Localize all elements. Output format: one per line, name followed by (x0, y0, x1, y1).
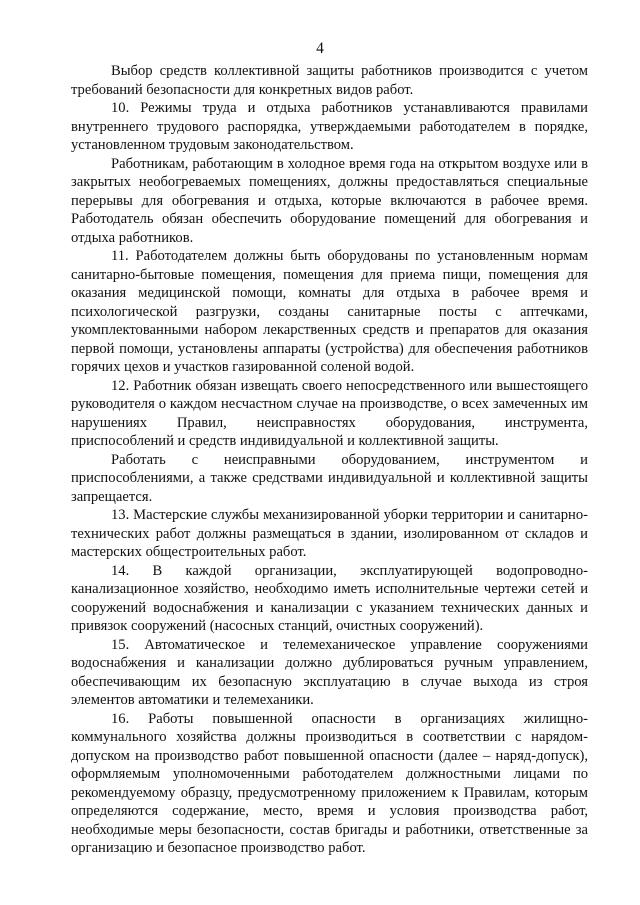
paragraph-13-workshops: 13. Мастерские службы механизированной уборки территории и санитарно-технических работ должны размещаться в здании, изолированном от складов и мастерских общестроительных работ. (71, 507, 588, 560)
paragraph-11-sanitary-facilities: 11. Работодателем должны быть оборудованы по установленным нормам санитарно-бытовые помещения, помещения для приема пищи, помещения для оказания медицинской помощи, комнаты для отдыха в рабочее время и психологической разгрузки, созданы санитарные посты с аптечками, укомплектованными набором лекарственных средств и препаратов для оказания первой помощи, установлены аппараты (устройства) для обеспечения работников горячих цехов и участков газированной соленой водой. (71, 248, 588, 375)
paragraph-16-work-permit: 16. Работы повышенной опасности в организациях жилищно-коммунального хозяйства должны производиться в соответствии с нарядом-допуском на производство работ повышенной опасности (далее – наряд-допуск), оформляемым уполномоченными работодателем должностными лицами по рекомендуемому образцу, предусмотренному приложением к Правилам, которым определяются содержание, место, время и условия производства работ, необходимые меры безопасности, состав бригады и работники, ответственные за организацию и безопасное производство работ. (71, 710, 588, 856)
page-number: 4 (316, 40, 324, 57)
paragraph-10-work-rest-regime: 10. Режимы труда и отдыха работников устанавливаются правилами внутреннего трудового распорядка, утверждаемыми работодателем в порядке, установленном трудовым законодательством. (71, 100, 588, 153)
paragraph-14-drawings: 14. В каждой организации, эксплуатирующей водопроводно-канализационное хозяйство, необходимо иметь исполнительные чертежи сетей и сооружений водоснабжения и канализации с указанием технических данных и привязок сооружений (насосных станций, очистных сооружений). (71, 562, 588, 634)
paragraph-12-accident-reporting: 12. Работник обязан извещать своего непосредственного или вышестоящего руководителя о каждом несчастном случае на производстве, о всех замеченных им нарушениях Правил, неисправностях оборудования, инструмента, приспособлений и средств индивидуальной и коллективной защиты. (71, 377, 588, 449)
paragraph-collective-protection: Выбор средств коллективной защиты работников производится с учетом требований безопасности для конкретных видов работ. (71, 63, 588, 98)
paragraph-15-automatic-control: 15. Автоматическое и телемеханическое управление сооружениями водоснабжения и канализации должно дублироваться ручным управлением, обеспечивающим их безопасную эксплуатацию в случае выхода из строя элементов автоматики и телемеханики. (71, 636, 588, 708)
paragraph-faulty-equipment-ban: Работать с неисправными оборудованием, инструментом и приспособлениями, а также средствами индивидуальной и коллективной защиты запрещается. (71, 451, 588, 505)
document-body (71, 62, 588, 858)
paragraph-cold-season-breaks: Работникам, работающим в холодное время года на открытом воздухе или в закрытых необогреваемых помещениях, должны предоставляться специальные перерывы для обогревания и отдыха, которые включаются в рабочее время. Работодатель обязан обеспечить оборудование помещений для обогревания и отдыха работников. (71, 155, 588, 246)
